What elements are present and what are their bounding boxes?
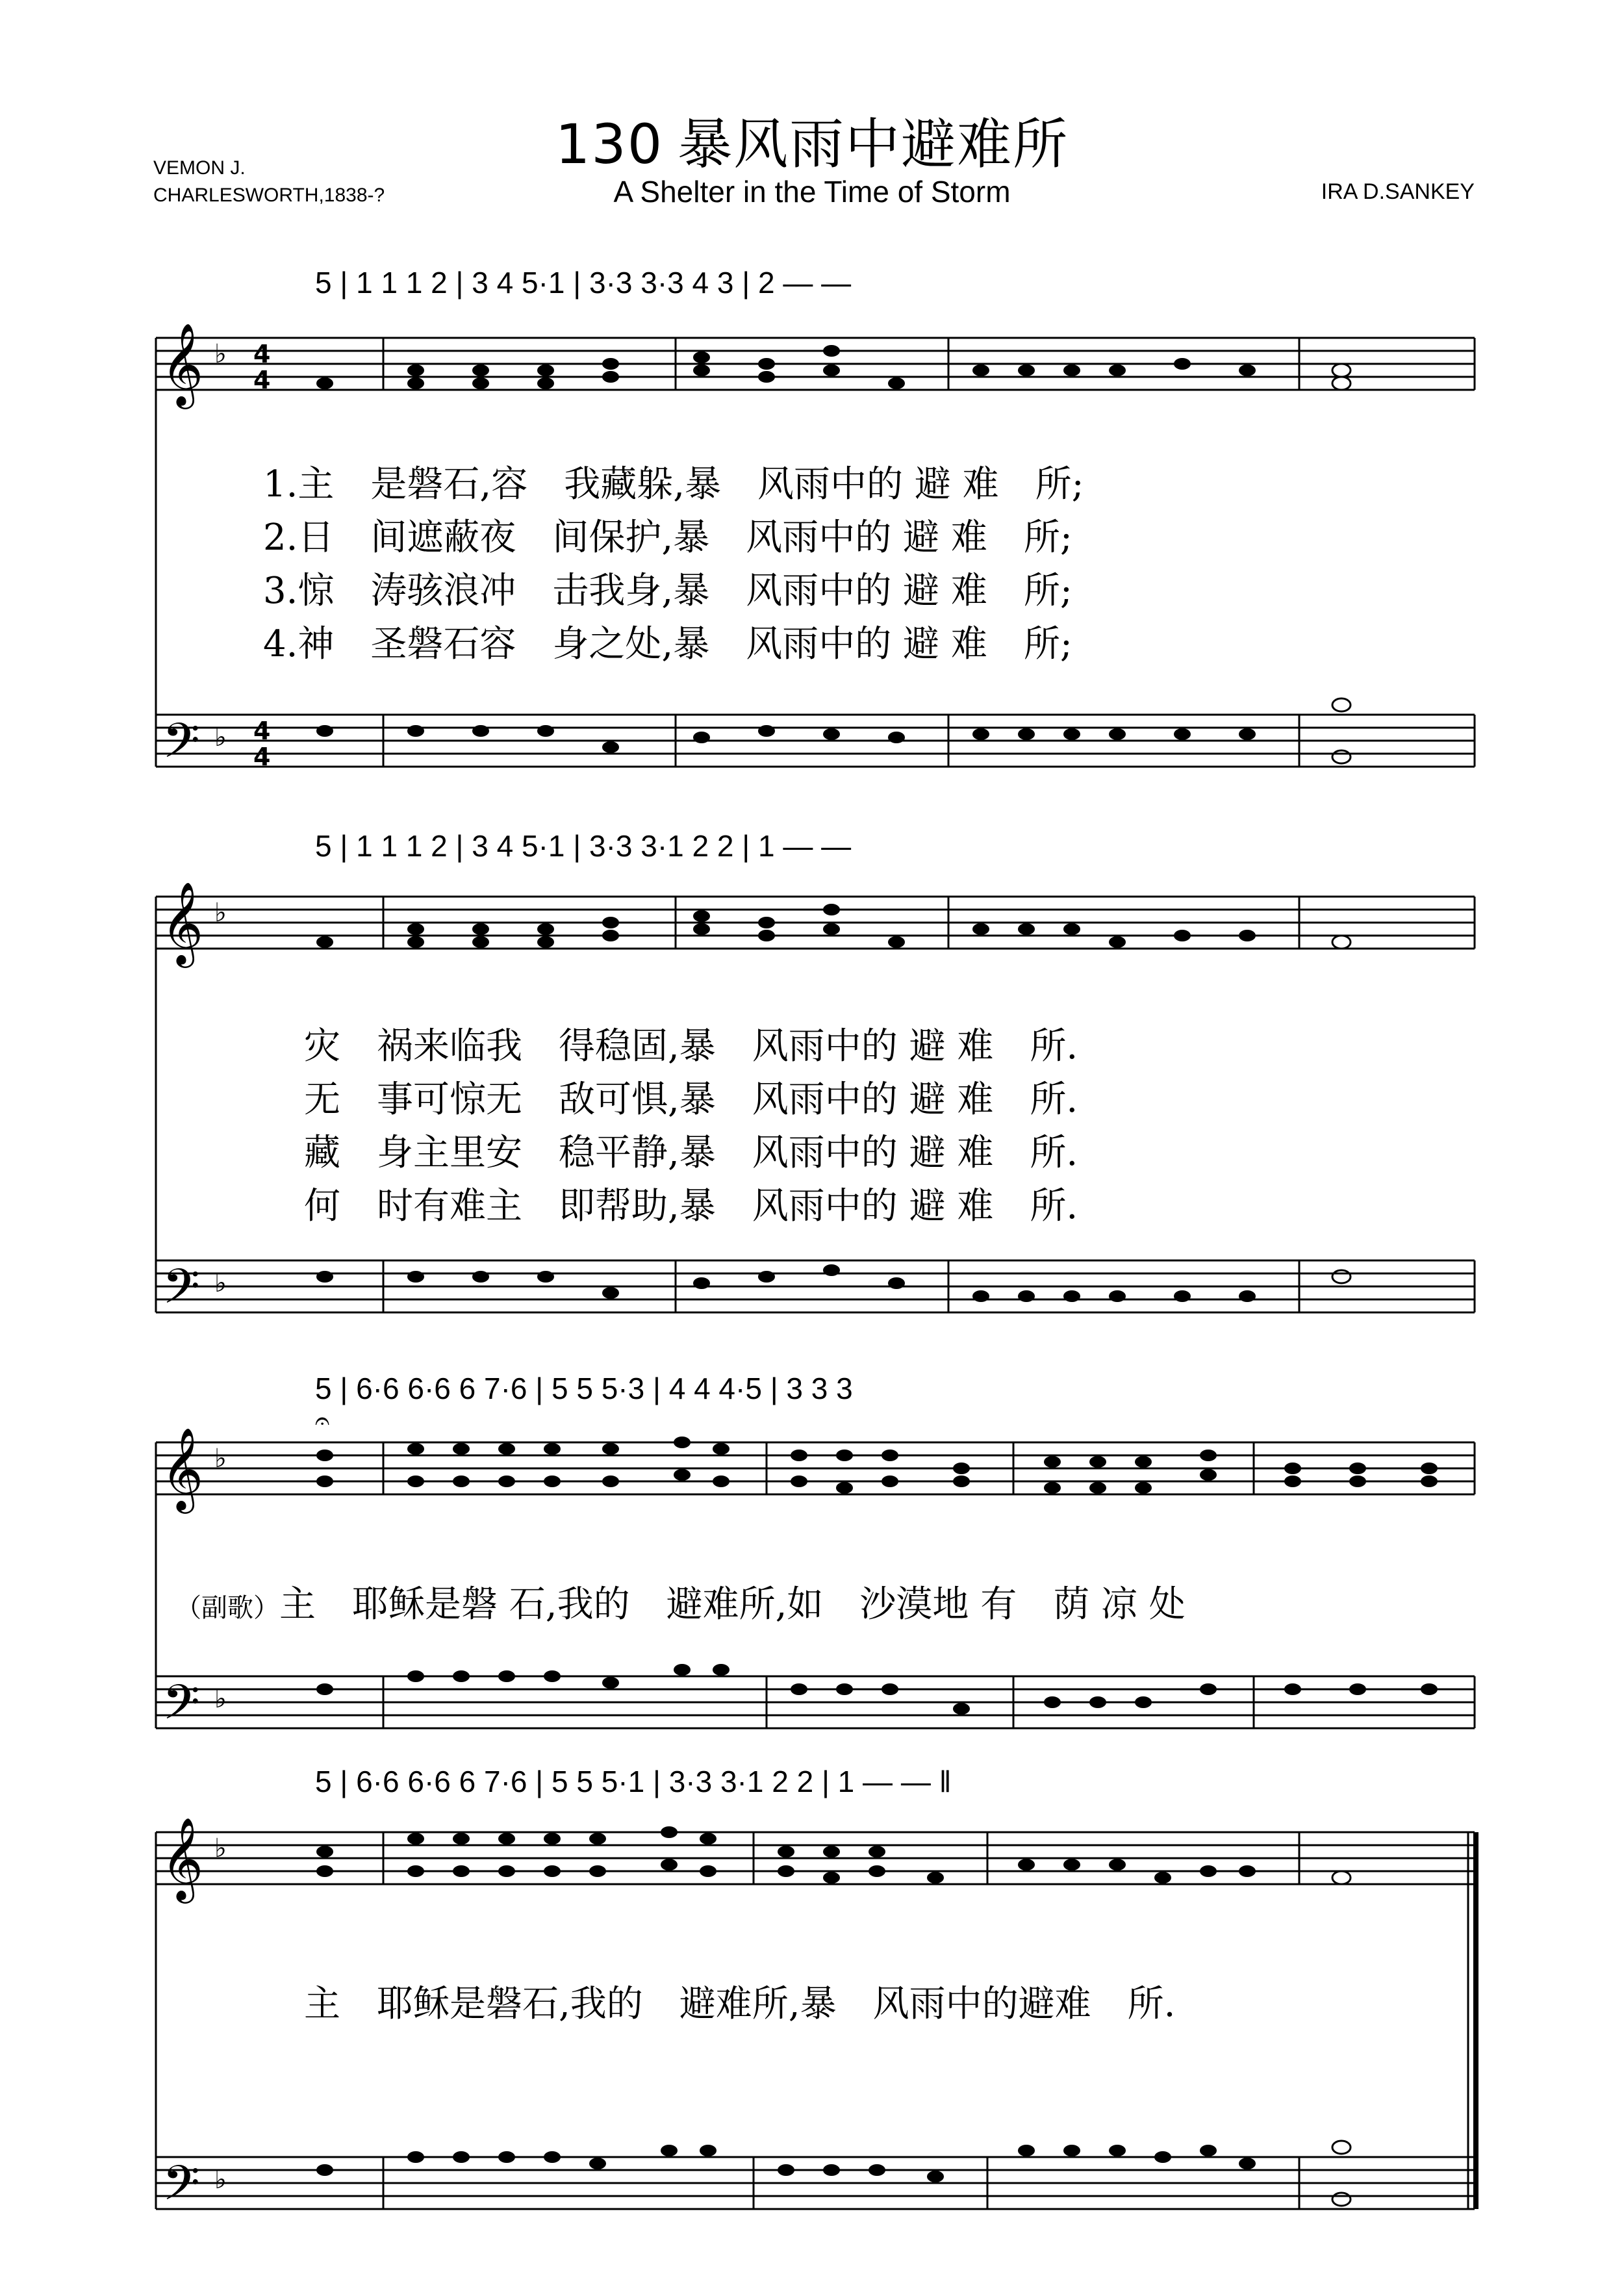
flat-icon: ♭ xyxy=(214,2165,227,2195)
jianpu-system-1: 5 | 1 1 1 2 | 3 4 5·1 | 3·3 3·3 4 3 | 2 — — xyxy=(315,266,852,300)
fermata-icon: 𝄐 xyxy=(315,1406,330,1436)
jianpu-system-4: 5 | 6·6 6·6 6 7·6 | 5 5 5·1 | 3·3 3·1 2 2 | 1 — — ‖ xyxy=(315,1765,952,1798)
treble-notes xyxy=(316,1437,1438,1494)
flat-icon: ♭ xyxy=(214,339,227,369)
bass-clef-icon: 𝄢 xyxy=(162,2155,200,2223)
author-line-2: CHARLESWORTH,1838-? xyxy=(153,185,385,206)
hymn-title-cn: 暴风雨中避难所 xyxy=(678,112,1069,176)
refrain-line-2: 主 耶稣是磐石,我的 避难所,暴 风雨中的避难 所. xyxy=(304,1983,1176,2025)
bass-staff xyxy=(156,715,1475,767)
bass-notes xyxy=(316,2145,1256,2182)
half-note xyxy=(1332,1270,1351,1283)
author-line-1: VEMON J. xyxy=(153,157,246,179)
verse-4-line-2: 何 时有难主 即帮助,暴 风雨中的 避 难 所. xyxy=(304,1185,1078,1227)
treble-clef-icon: 𝄞 xyxy=(161,322,204,405)
bass-staff xyxy=(156,2157,1475,2209)
svg-text:4: 4 xyxy=(253,366,271,394)
hymn-title-en: A Shelter in the Time of Storm xyxy=(613,175,1011,209)
treble-clef-icon: 𝄞 xyxy=(161,1817,204,1900)
refrain-label: （副歌） xyxy=(175,1593,279,1623)
verse-lines-1 xyxy=(263,458,1084,671)
refrain-line-1 xyxy=(175,1576,1186,1628)
svg-text:4: 4 xyxy=(253,743,271,771)
refrain-text-1: 主 耶稣是磐 石,我的 避难所,如 沙漠地 有 荫 凉 处 xyxy=(279,1583,1186,1626)
flat-icon: ♭ xyxy=(214,1268,227,1298)
verse-2-line-2: 无 事可惊无 敌可惧,暴 风雨中的 避 难 所. xyxy=(304,1079,1078,1121)
bass-staff xyxy=(156,1260,1475,1312)
jianpu-system-3: 5 | 6·6 6·6 6 7·6 | 5 5 5·3 | 4 4 4·5 | 3 3 3 xyxy=(315,1372,853,1405)
treble-staff xyxy=(156,1442,1475,1494)
treble-notes xyxy=(316,1826,1256,1884)
flat-icon: ♭ xyxy=(214,1833,227,1863)
bass-clef-icon: 𝄢 xyxy=(162,1258,200,1327)
half-note xyxy=(1332,1871,1351,1884)
flat-icon: ♭ xyxy=(214,1684,227,1714)
flat-icon: ♭ xyxy=(214,722,227,752)
bass-notes xyxy=(316,1264,1256,1302)
treble-staff xyxy=(156,897,1475,949)
treble-staff xyxy=(156,1832,1475,1884)
composer-credit: IRA D.SANKEY xyxy=(1321,179,1475,204)
author-credit xyxy=(153,155,385,209)
treble-staff xyxy=(156,338,1475,390)
half-note xyxy=(1332,936,1351,949)
bass-notes xyxy=(316,725,1256,753)
svg-text:4: 4 xyxy=(253,717,271,745)
bass-clef-icon: 𝄢 xyxy=(162,713,200,781)
verse-2-line-1: 2.日 间遮蔽夜 间保护,暴 风雨中的 避 难 所; xyxy=(263,517,1072,559)
verse-1-line-2: 灾 祸来临我 得稳固,暴 风雨中的 避 难 所. xyxy=(304,1025,1078,1067)
verse-lines-2 xyxy=(304,1020,1078,1233)
bass-staff xyxy=(156,1676,1475,1728)
verse-4-line-1: 4.神 圣磐石容 身之处,暴 风雨中的 避 难 所; xyxy=(263,623,1072,665)
hymn-number: 130 xyxy=(555,112,664,176)
flat-icon: ♭ xyxy=(214,898,227,928)
treble-clef-icon: 𝄞 xyxy=(161,1427,204,1510)
bass-clef-icon: 𝄢 xyxy=(162,1674,200,1743)
flat-icon: ♭ xyxy=(214,1444,227,1474)
verse-3-line-2: 藏 身主里安 稳平静,暴 风雨中的 避 难 所. xyxy=(304,1132,1078,1174)
verse-3-line-1: 3.惊 涛骇浪冲 击我身,暴 风雨中的 避 难 所; xyxy=(263,570,1072,612)
svg-text:4: 4 xyxy=(253,340,271,368)
treble-clef-icon: 𝄞 xyxy=(161,881,204,964)
jianpu-system-2: 5 | 1 1 1 2 | 3 4 5·1 | 3·3 3·1 2 2 | 1 — — xyxy=(315,829,852,863)
verse-1-line-1: 1.主 是磐石,容 我藏躲,暴 风雨中的 避 难 所; xyxy=(263,463,1084,505)
